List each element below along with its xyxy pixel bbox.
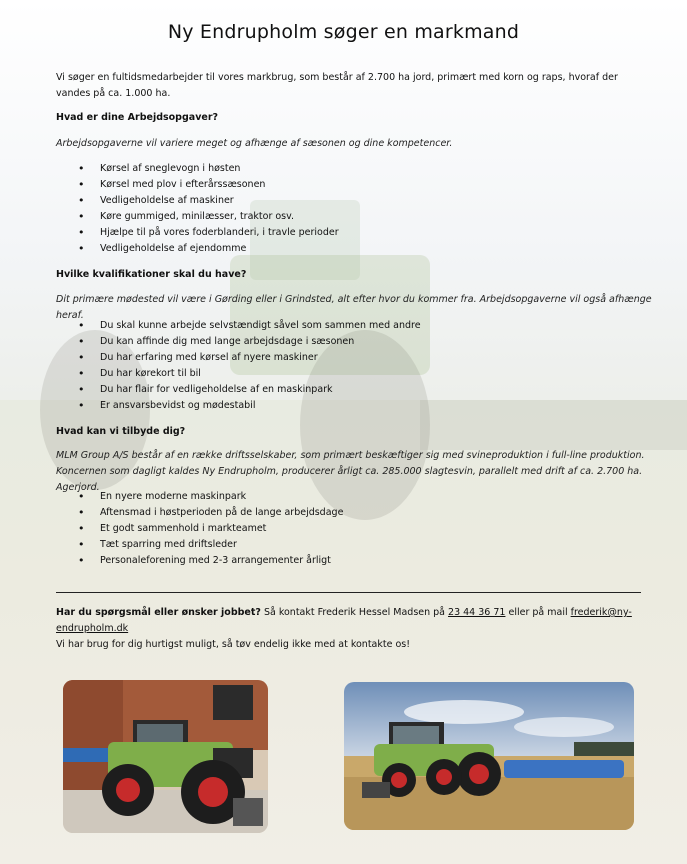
list-item: • Et godt sammenhold i markteamet: [78, 521, 343, 537]
contact-text: eller på mail: [505, 607, 571, 618]
list-item: • Du har flair for vedligeholdelse af en maskinpark: [78, 382, 421, 398]
list-item: • Er ansvarsbevidst og mødestabil: [78, 398, 421, 414]
contact-text: Så kontakt Frederik Hessel Madsen på: [260, 607, 449, 618]
section-heading-tasks: Hvad er dine Arbejdsopgaver?: [56, 112, 219, 123]
contact-paragraph: [56, 605, 666, 653]
list-item: • Du har erfaring med kørsel af nyere maskiner: [78, 350, 421, 366]
phone-link[interactable]: 23 44 36 71: [448, 607, 506, 618]
contact-urgency: Vi har brug for dig hurtigst muligt, så tøv endelig ikke med at kontakte os!: [56, 639, 411, 650]
tasks-list: [78, 161, 339, 257]
tractor-photo-field: [344, 682, 634, 830]
list-item: • Du skal kunne arbejde selvstændigt såvel som sammen med andre: [78, 318, 421, 334]
section-heading-offer: Hvad kan vi tilbyde dig?: [56, 426, 186, 437]
list-item: • Du kan affinde dig med lange arbejdsdage i sæsonen: [78, 334, 421, 350]
tractor-photo-building: [63, 680, 268, 833]
list-item: • Hjælpe til på vores foderblanderi, i travle perioder: [78, 225, 339, 241]
offer-description-line2: Koncernen som dagligt kaldes Ny Endrupholm, producerer årligt ca. 285.000 slagtesvin, parallelt med drift af ca. 2.700 ha. Agerjord.: [56, 466, 643, 493]
list-item: • Tæt sparring med driftsleder: [78, 537, 343, 553]
list-item: • Kørsel med plov i efterårssæsonen: [78, 177, 339, 193]
email-link[interactable]: frederik@ny-endrupholm.dk: [56, 607, 632, 634]
list-item: • Personaleforening med 2-3 arrangementer årligt: [78, 553, 343, 569]
offer-list: [78, 489, 343, 569]
list-item: • Du har kørekort til bil: [78, 366, 421, 382]
offer-description-line1: MLM Group A/S består af en række driftsselskaber, som primært beskæftiger sig med svineproduktion i full-line produktion.: [56, 450, 645, 461]
list-item: • Vedligeholdelse af ejendomme: [78, 241, 339, 257]
tasks-description: Arbejdsopgaverne vil variere meget og afhænge af sæsonen og dine kompetencer.: [56, 138, 453, 149]
contact-question: Har du spørgsmål eller ønsker jobbet?: [56, 607, 261, 618]
divider: [56, 592, 641, 593]
page-title: Ny Endrupholm søger en markmand: [167, 21, 520, 43]
list-item: • Aftensmad i høstperioden på de lange arbejdsdage: [78, 505, 343, 521]
list-item: • Køre gummiged, minilæsser, traktor osv.: [78, 209, 339, 225]
qualifications-list: [78, 318, 421, 414]
list-item: • Kørsel af sneglevogn i høsten: [78, 161, 339, 177]
list-item: • Vedligeholdelse af maskiner: [78, 193, 339, 209]
intro-paragraph: Vi søger en fultidsmedarbejder til vores markbrug, som består af 2.700 ha jord, primært med korn og raps, hvoraf der vandes på ca. 1.000 ha.: [56, 72, 618, 99]
section-heading-qualifications: Hvilke kvalifikationer skal du have?: [56, 269, 247, 280]
qualifications-description: Dit primære mødested vil være i Gørding eller i Grindsted, alt efter hvor du kommer fra. Arbejdsopgaverne vil også afhænge heraf.: [56, 294, 652, 321]
list-item: • En nyere moderne maskinpark: [78, 489, 343, 505]
